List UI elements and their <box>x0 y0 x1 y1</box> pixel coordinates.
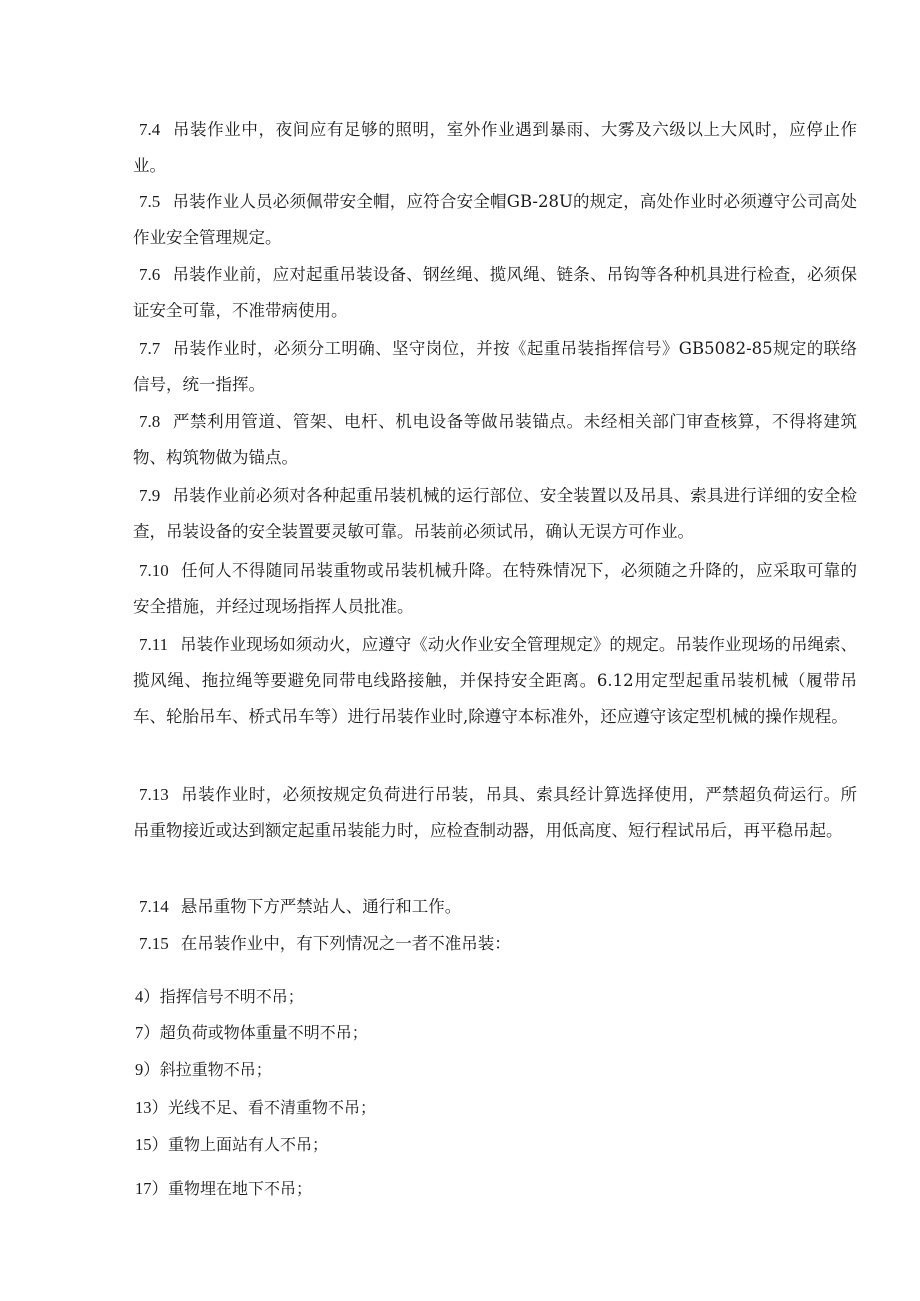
list-item-text: 指挥信号不明不吊； <box>159 987 304 1006</box>
list-item <box>135 1058 272 1082</box>
clause-7-6 <box>133 257 857 329</box>
list-item-text: 重物埋在地下不吊； <box>168 1179 313 1198</box>
clause-number: 7.5 <box>139 192 161 211</box>
clause-text: 吊装作业中，夜间应有足够的照明，室外作业遇到暴雨、大雾及六级以上大风时，应停止作业。 <box>133 120 857 175</box>
list-item-number: 4） <box>135 987 160 1006</box>
clause-7-8 <box>133 404 857 476</box>
clause-number: 7.9 <box>139 486 161 505</box>
clause-number: 7.13 <box>139 785 169 804</box>
clause-text: 吊装作业前必须对各种起重吊装机械的运行部位、安全装置以及吊具、索具进行详细的安全检查，吊装设备的安全装置要灵敏可靠。吊装前必须试吊，确认无误方可作业。 <box>133 486 857 541</box>
clause-number: 7.15 <box>139 934 169 953</box>
clause-7-10 <box>133 553 857 625</box>
list-item <box>135 1177 312 1201</box>
clause-text: 悬吊重物下方严禁站人、通行和工作。 <box>180 897 462 916</box>
clause-number: 7.4 <box>139 120 161 139</box>
clause-7-13 <box>133 777 857 849</box>
clause-number: 7.7 <box>139 339 161 358</box>
clause-text: 吊装作业前，应对起重吊装设备、钢丝绳、揽风绳、链条、吊钩等各种机具进行检查，必须保证安全可靠，不准带病使用。 <box>133 265 857 320</box>
list-item <box>135 1021 368 1045</box>
list-item-text: 重物上面站有人不吊； <box>168 1135 329 1154</box>
clause-number: 7.8 <box>139 412 161 431</box>
list-item-text: 超负荷或物体重量不明不吊； <box>159 1023 368 1042</box>
clause-7-14 <box>133 889 857 925</box>
list-item <box>135 1096 376 1120</box>
clause-7-9 <box>133 478 857 550</box>
clause-7-11 <box>133 627 857 735</box>
list-item-number: 17） <box>135 1179 168 1198</box>
clause-text: 任何人不得随同吊装重物或吊装机械升降。在特殊情况下，必须随之升降的，应采取可靠的安全措施，并经过现场指挥人员批准。 <box>133 561 857 616</box>
clause-number: 7.10 <box>139 561 169 580</box>
list-item-number: 15） <box>135 1135 168 1154</box>
clause-number: 7.6 <box>139 265 161 284</box>
clause-text: 吊装作业时，必须按规定负荷进行吊装，吊具、索具经计算选择使用，严禁超负荷运行。所吊重物接近或达到额定起重吊装能力时，应检查制动器，用低高度、短行程试吊后，再平稳吊起。 <box>133 785 857 840</box>
clause-text: 吊装作业人员必须佩带安全帽，应符合安全帽GB-28U的规定，高处作业时必须遵守公司高处作业安全管理规定。 <box>133 192 857 247</box>
clause-7-5 <box>133 184 857 256</box>
list-item-text: 光线不足、看不清重物不吊； <box>168 1098 377 1117</box>
clause-text: 吊装作业现场如须动火，应遵守《动火作业安全管理规定》的规定。吊装作业现场的吊绳索、揽风绳、拖拉绳等要避免同带电线路接触，并保持安全距离。6.12用定型起重吊装机械（履带吊车、轮胎吊车、桥式吊车等）进行吊装作业时,除遵守本标准外，还应遵守该定型机械的操作规程。 <box>133 635 857 726</box>
list-item-text: 斜拉重物不吊； <box>159 1060 272 1079</box>
clause-7-7 <box>133 331 857 403</box>
list-item-number: 13） <box>135 1098 168 1117</box>
list-item-number: 9） <box>135 1060 160 1079</box>
clause-7-15 <box>133 926 857 962</box>
list-item <box>135 985 304 1009</box>
list-item-number: 7） <box>135 1023 160 1042</box>
clause-text: 严禁利用管道、管架、电杆、机电设备等做吊装锚点。未经相关部门审查核算，不得将建筑物、构筑物做为锚点。 <box>133 412 857 467</box>
clause-number: 7.11 <box>139 635 169 654</box>
clause-text: 吊装作业时，必须分工明确、坚守岗位，并按《起重吊装指挥信号》GB5082-85规定的联络信号，统一指挥。 <box>133 339 857 394</box>
list-item <box>135 1133 328 1157</box>
clause-number: 7.14 <box>139 897 169 916</box>
clause-7-4 <box>133 112 857 184</box>
clause-text: 在吊装作业中，有下列情况之一者不准吊装： <box>180 934 511 953</box>
